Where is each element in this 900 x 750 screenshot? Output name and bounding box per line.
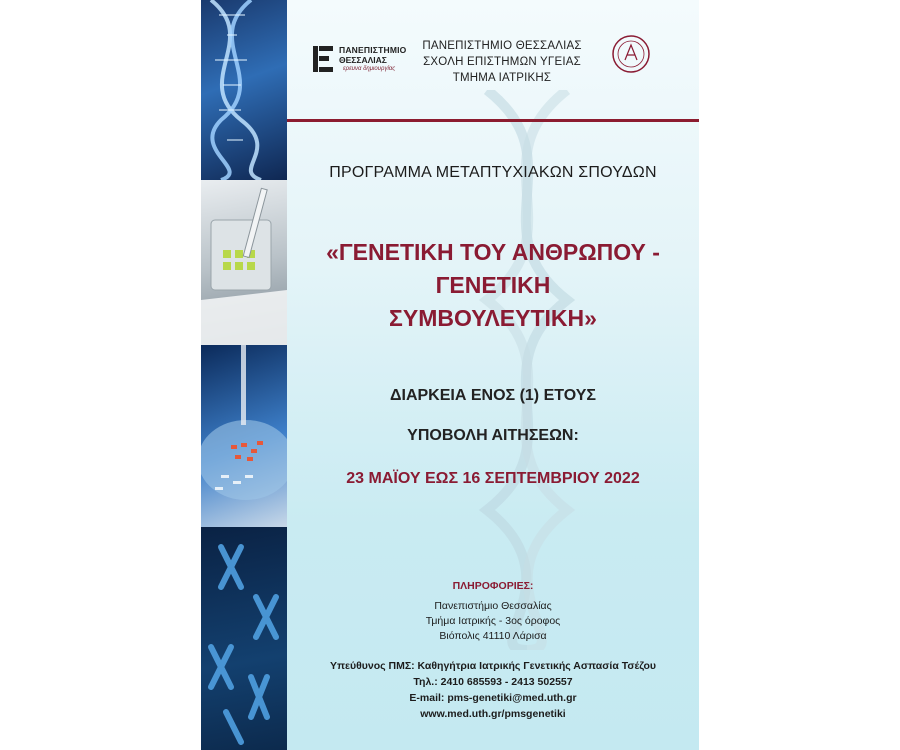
- program-title-line2: ΣΥΜΒΟΥΛΕΥΤΙΚΗ»: [389, 305, 597, 331]
- lab-pipette-photo: [201, 180, 287, 345]
- logo-line1: ΠΑΝΕΠΙΣΤΗΜΙΟ: [339, 45, 407, 55]
- submission-heading: ΥΠΟΒΟΛΗ ΑΙΤΗΣΕΩΝ:: [407, 427, 579, 444]
- contact-phone: Τηλ.: 2410 685593 - 2413 502557: [413, 676, 573, 688]
- image-strip: [201, 0, 287, 750]
- info-line2: Τμήμα Ιατρικής - 3ος όροφος: [425, 615, 561, 627]
- submission-dates: 23 ΜΑΪΟΥ ΕΩΣ 16 ΣΕΠΤΕΜΒΡΙΟΥ 2022: [346, 470, 640, 487]
- info-heading: ΠΛΗΡΟΦΟΡΙΕΣ:: [452, 580, 534, 592]
- university-seal-icon: [611, 34, 651, 74]
- chromosomes-photo: [201, 527, 287, 750]
- header-school: ΣΧΟΛΗ ΕΠΙΣΤΗΜΩΝ ΥΓΕΙΑΣ: [423, 56, 581, 68]
- header-department: ΤΜΗΜΑ ΙΑΤΡΙΚΗΣ: [452, 72, 552, 84]
- university-logo: [313, 42, 408, 82]
- contact-website[interactable]: www.med.uth.gr/pmsgenetiki: [420, 708, 566, 720]
- header-divider: [287, 119, 699, 122]
- contact-responsible: Υπεύθυνος ΠΜΣ: Καθηγήτρια Ιατρικής Γενετικής Ασπασία Τσέζου: [329, 660, 657, 672]
- header-university: ΠΑΝΕΠΙΣΤΗΜΙΟ ΘΕΣΣΑΛΙΑΣ: [422, 40, 582, 52]
- duration: ΔΙΑΡΚΕΙΑ ΕΝΟΣ (1) ΕΤΟΥΣ: [390, 387, 596, 404]
- poster-content: [287, 0, 699, 750]
- logo-line2: ΘΕΣΣΑΛΙΑΣ: [339, 55, 387, 65]
- program-title: [287, 236, 699, 335]
- info-line1: Πανεπιστήμιο Θεσσαλίας: [434, 600, 552, 612]
- dna-helix-photo: [201, 0, 287, 180]
- logo-mark-icon: [313, 46, 335, 72]
- poster: [201, 0, 699, 750]
- logo-tagline: ερευνα δημιουργίας: [343, 66, 396, 72]
- petri-dish-photo: [201, 345, 287, 527]
- program-title-line1: «ΓΕΝΕΤΙΚΗ ΤΟΥ ΑΝΘΡΩΠΟΥ - ΓΕΝΕΤΙΚΗ: [326, 239, 660, 298]
- info-line3: Βιόπολις 41110 Λάρισα: [439, 630, 547, 642]
- program-heading: ΠΡΟΓΡΑΜΜΑ ΜΕΤΑΠΤΥΧΙΑΚΩΝ ΣΠΟΥΔΩΝ: [329, 164, 657, 181]
- contact-email[interactable]: E-mail: pms-genetiki@med.uth.gr: [409, 692, 577, 704]
